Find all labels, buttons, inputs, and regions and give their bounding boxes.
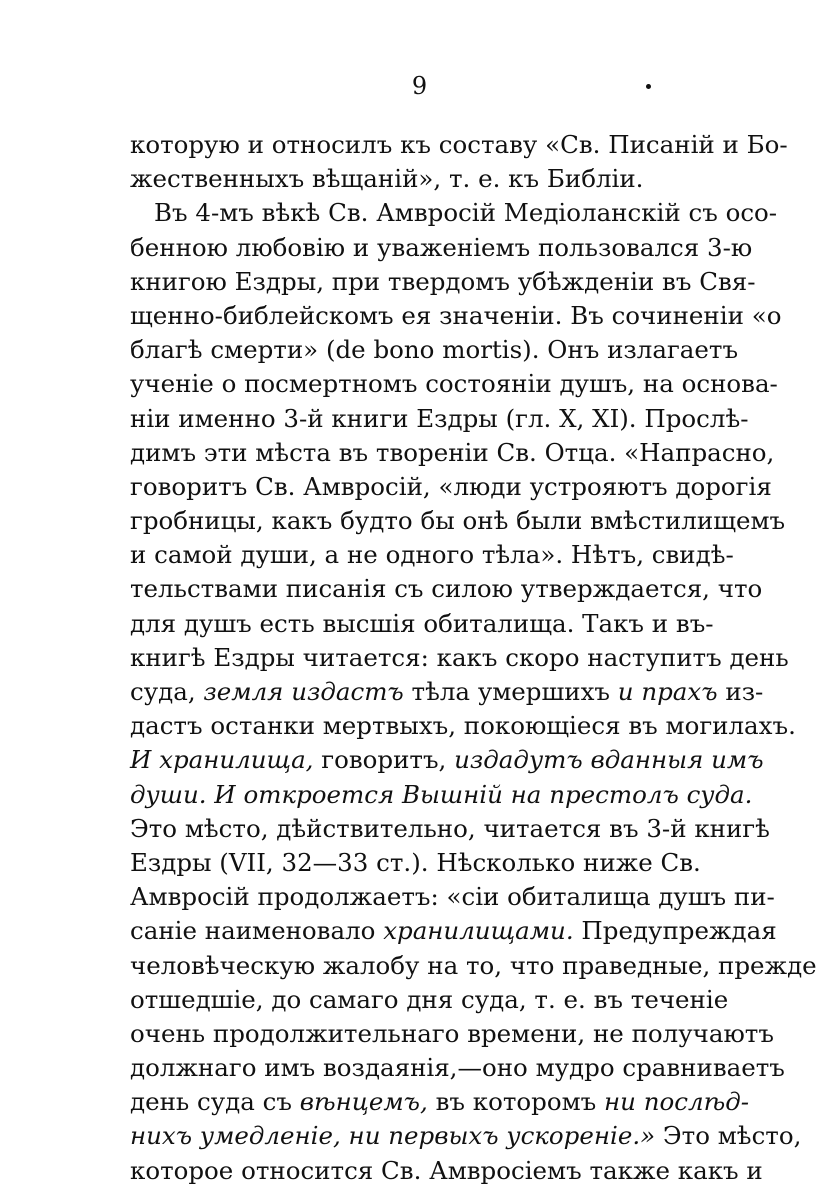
text-segment: Это мѣсто, дѣйствительно, читается въ 3-й книгѣ bbox=[130, 813, 770, 843]
italic-text-segment: хранилищами. bbox=[383, 916, 574, 946]
text-segment: отшедшіе, до самаго дня суда, т. е. въ теченіе bbox=[130, 984, 729, 1014]
text-segment: говоритъ Св. Амвросій, «люди устрояютъ дорогія bbox=[130, 471, 772, 501]
text-segment: жественныхъ вѣщаній», т. е. къ Библіи. bbox=[130, 164, 644, 194]
ink-dot-mark bbox=[646, 84, 651, 89]
text-segment: которую и относилъ къ составу «Св. Писаній и Бо- bbox=[130, 130, 788, 159]
text-line bbox=[130, 128, 788, 162]
text-segment: димъ эти мѣста въ твореніи Св. Отца. «Напрасно, bbox=[130, 437, 775, 467]
text-line bbox=[130, 1017, 774, 1051]
text-segment: въ которомъ bbox=[427, 1087, 605, 1117]
text-segment: книгѣ Ездры читается: какъ скоро наступитъ день bbox=[130, 642, 789, 672]
text-line bbox=[130, 1154, 763, 1188]
text-segment: день суда съ bbox=[130, 1087, 300, 1117]
text-segment: ученіе о посмертномъ состояніи душъ, на основа- bbox=[130, 369, 778, 399]
italic-text-segment: земля издастъ bbox=[203, 677, 404, 706]
text-line bbox=[130, 778, 753, 812]
text-segment: Амвросій продолжаетъ: «сіи обиталища душъ пи- bbox=[130, 882, 775, 912]
text-segment: дастъ останки мертвыхъ, покоющіеся въ могилахъ. bbox=[130, 711, 796, 741]
text-segment: которое относится Св. Амвросіемъ также какъ и bbox=[130, 1155, 763, 1185]
text-line bbox=[130, 949, 817, 983]
text-line bbox=[130, 299, 782, 333]
text-segment: из- bbox=[717, 677, 764, 706]
text-line bbox=[130, 641, 789, 675]
text-segment: Это мѣсто, bbox=[655, 1121, 802, 1151]
text-segment: и самой души, а не одного тѣла». Нѣтъ, свидѣ- bbox=[130, 540, 734, 570]
text-line bbox=[130, 1119, 802, 1153]
text-segment: для душъ есть высшія обиталища. Такъ и въ- bbox=[130, 608, 714, 638]
text-segment: человѣческую жалобу на то, что праведные, прежде bbox=[130, 950, 817, 980]
italic-text-segment: и прахъ bbox=[617, 677, 718, 706]
text-line bbox=[130, 914, 777, 948]
italic-text-segment: издадутъ вданныя имъ bbox=[454, 745, 764, 775]
text-segment: Въ 4-мъ вѣкѣ Св. Амвросій Медіоланскій съ осо- bbox=[154, 198, 778, 228]
text-line bbox=[130, 196, 778, 230]
text-line bbox=[130, 538, 734, 572]
text-line bbox=[130, 709, 796, 743]
text-segment: очень продолжительнаго времени, не получаютъ bbox=[130, 1018, 774, 1048]
text-line bbox=[130, 675, 764, 709]
text-segment: гробницы, какъ будто бы онѣ были вмѣстилищемъ bbox=[130, 506, 786, 536]
text-line bbox=[130, 846, 701, 880]
text-line bbox=[130, 504, 786, 538]
text-line bbox=[130, 880, 775, 914]
text-line bbox=[130, 1085, 749, 1119]
text-segment: говоритъ, bbox=[313, 745, 455, 775]
text-segment: тельствами писанія съ силою утверждается, что bbox=[130, 574, 763, 604]
text-line bbox=[130, 402, 749, 436]
text-segment: щенно-библейскомъ ея значеніи. Въ сочиненіи «о bbox=[130, 300, 782, 330]
body-text bbox=[130, 128, 817, 1188]
text-segment: саніе наименовало bbox=[130, 916, 384, 946]
italic-text-segment: души. И откроется Вышній на престолъ суда. bbox=[130, 779, 753, 809]
text-line bbox=[130, 367, 778, 401]
italic-text-segment: И хранилища, bbox=[130, 745, 314, 775]
text-line bbox=[130, 265, 756, 299]
text-segment: благѣ смерти» (de bono mortis). Онъ излагаетъ bbox=[130, 335, 739, 365]
text-line bbox=[130, 743, 764, 777]
text-line bbox=[130, 607, 714, 641]
text-line bbox=[130, 162, 698, 196]
italic-text-segment: ни послѣд- bbox=[604, 1087, 749, 1117]
text-line bbox=[130, 1051, 785, 1085]
text-line bbox=[130, 333, 739, 367]
text-segment: тѣла умершихъ bbox=[403, 677, 618, 706]
page-number: 9 bbox=[411, 72, 429, 100]
text-segment: Ездры (VII, 32—33 ст.). Нѣсколько ниже Св. bbox=[130, 847, 701, 877]
text-line bbox=[130, 812, 770, 846]
text-line bbox=[130, 983, 729, 1017]
text-segment: бенною любовію и уваженіемъ пользовался 3-ю bbox=[130, 232, 753, 262]
text-segment: должнаго имъ воздаянія,—оно мудро сравниваетъ bbox=[130, 1053, 785, 1083]
text-line bbox=[130, 436, 775, 470]
italic-text-segment: нихъ умедленіе, ни первыхъ ускореніе.» bbox=[130, 1121, 656, 1151]
text-segment: Предупреждая bbox=[573, 916, 777, 946]
text-line bbox=[130, 231, 753, 265]
text-segment: суда, bbox=[130, 677, 204, 706]
italic-text-segment: вѣнцемъ, bbox=[299, 1087, 428, 1117]
text-segment: ніи именно 3-й книги Ездры (гл. X, XI). Прослѣ- bbox=[130, 403, 749, 433]
text-segment: книгою Ездры, при твердомъ убѣжденіи въ Свя- bbox=[130, 266, 756, 296]
text-line bbox=[130, 572, 763, 606]
text-line bbox=[130, 470, 772, 504]
